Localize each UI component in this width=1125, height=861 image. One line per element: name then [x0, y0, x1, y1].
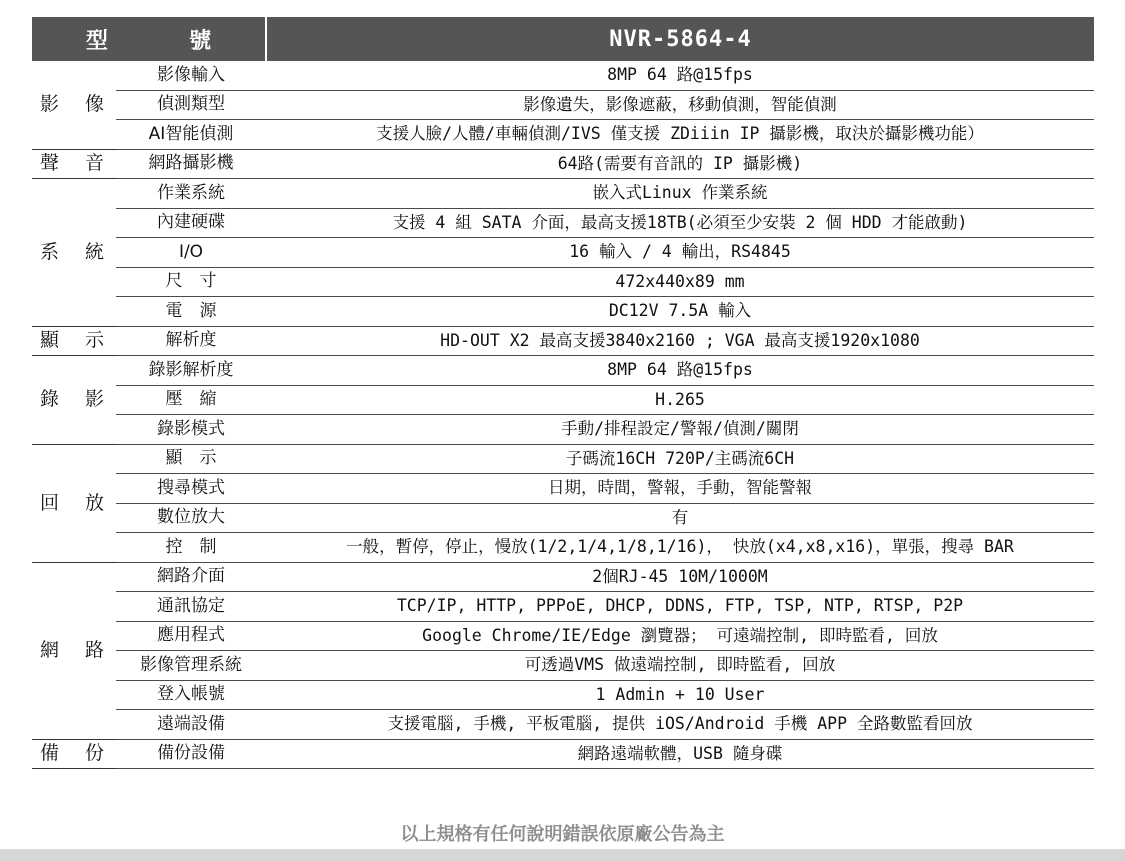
spec-label: 影像管理系統 [116, 651, 266, 681]
table-row [32, 238, 1094, 268]
category-cell: 顯 示 [32, 326, 116, 356]
table-row [32, 415, 1094, 445]
spec-value: HD-OUT X2 最高支援3840x2160 ; VGA 最高支援1920x1080 [266, 326, 1094, 356]
table-row [32, 592, 1094, 622]
spec-value: 8MP 64 路@15fps [266, 356, 1094, 386]
table-row [32, 326, 1094, 356]
table-row [32, 90, 1094, 120]
table-row [32, 680, 1094, 710]
spec-label: 壓 縮 [116, 385, 266, 415]
spec-label: I/O [116, 238, 266, 268]
spec-value: 嵌入式Linux 作業系統 [266, 179, 1094, 209]
spec-label: 錄影解析度 [116, 356, 266, 386]
spec-label: 電 源 [116, 297, 266, 327]
spec-value: 16 輸入 / 4 輸出，RS4845 [266, 238, 1094, 268]
spec-label: 作業系統 [116, 179, 266, 209]
table-row [32, 739, 1094, 769]
category-cell: 聲 音 [32, 149, 116, 179]
spec-label: 登入帳號 [116, 680, 266, 710]
spec-label: 遠端設備 [116, 710, 266, 740]
table-row [32, 533, 1094, 563]
table-row [32, 297, 1094, 327]
spec-label: 數位放大 [116, 503, 266, 533]
table-header-row [32, 17, 1094, 61]
spec-label: 影像輸入 [116, 61, 266, 90]
table-row [32, 621, 1094, 651]
spec-value: 有 [266, 503, 1094, 533]
spec-table [32, 17, 1094, 769]
spec-label: 內建硬碟 [116, 208, 266, 238]
spec-label: 網路介面 [116, 562, 266, 592]
table-row [32, 474, 1094, 504]
spec-label: 偵測類型 [116, 90, 266, 120]
spec-label: 備份設備 [116, 739, 266, 769]
bottom-band [0, 849, 1125, 861]
table-row [32, 710, 1094, 740]
spec-value: 網路遠端軟體，USB 隨身碟 [266, 739, 1094, 769]
spec-label: 網路攝影機 [116, 149, 266, 179]
spec-label: 解析度 [116, 326, 266, 356]
table-row [32, 267, 1094, 297]
category-cell: 影 像 [32, 61, 116, 149]
spec-value: 可透過VMS 做遠端控制, 即時監看, 回放 [266, 651, 1094, 681]
category-cell: 系 統 [32, 179, 116, 327]
model-name: NVR-5864-4 [266, 17, 1094, 61]
table-row [32, 149, 1094, 179]
category-cell: 錄 影 [32, 356, 116, 445]
spec-body [32, 61, 1094, 769]
spec-value: 1 Admin + 10 User [266, 680, 1094, 710]
spec-label: AI智能偵測 [116, 120, 266, 150]
spec-value: 472x440x89 mm [266, 267, 1094, 297]
category-cell: 備 份 [32, 739, 116, 769]
spec-label: 錄影模式 [116, 415, 266, 445]
spec-label: 應用程式 [116, 621, 266, 651]
spec-value: 一般，暫停，停止，慢放(1/2,1/4,1/8,1/16)， 快放(x4,x8,x16)，單張，搜尋 BAR [266, 533, 1094, 563]
spec-value: 影像遺失，影像遮蔽，移動偵測，智能偵測 [266, 90, 1094, 120]
spec-value: 日期，時間，警報，手動，智能警報 [266, 474, 1094, 504]
footer-note: 以上規格有任何說明錯誤依原廠公告為主 [400, 824, 725, 845]
spec-value: 支援 4 組 SATA 介面，最高支援18TB(必須至少安裝 2 個 HDD 才能啟動) [266, 208, 1094, 238]
spec-value: 支援電腦, 手機, 平板電腦, 提供 iOS/Android 手機 APP 全路數監看回放 [266, 710, 1094, 740]
spec-value: 手動/排程設定/警報/偵測/關閉 [266, 415, 1094, 445]
model-header-label: 型 號 [32, 17, 266, 61]
spec-value: 支援人臉/人體/車輛偵測/IVS 僅支援 ZDiiin IP 攝影機，取決於攝影機功能） [266, 120, 1094, 150]
spec-label: 搜尋模式 [116, 474, 266, 504]
table-row [32, 208, 1094, 238]
table-row [32, 179, 1094, 209]
spec-label: 通訊協定 [116, 592, 266, 622]
table-row [32, 562, 1094, 592]
spec-value: H.265 [266, 385, 1094, 415]
spec-value: TCP/IP, HTTP, PPPoE, DHCP, DDNS, FTP, TSP, NTP, RTSP, P2P [266, 592, 1094, 622]
table-row [32, 61, 1094, 90]
spec-label: 尺 寸 [116, 267, 266, 297]
table-row [32, 444, 1094, 474]
table-row [32, 120, 1094, 150]
table-row [32, 385, 1094, 415]
spec-value: 子碼流16CH 720P/主碼流6CH [266, 444, 1094, 474]
spec-value: 64路(需要有音訊的 IP 攝影機) [266, 149, 1094, 179]
spec-label: 顯 示 [116, 444, 266, 474]
spec-label: 控 制 [116, 533, 266, 563]
spec-value: 2個RJ-45 10M/1000M [266, 562, 1094, 592]
spec-value: Google Chrome/IE/Edge 瀏覽器； 可遠端控制, 即時監看, 回放 [266, 621, 1094, 651]
category-cell: 網 路 [32, 562, 116, 739]
table-row [32, 503, 1094, 533]
spec-value: DC12V 7.5A 輸入 [266, 297, 1094, 327]
table-row [32, 356, 1094, 386]
category-cell: 回 放 [32, 444, 116, 562]
table-row [32, 651, 1094, 681]
spec-value: 8MP 64 路@15fps [266, 61, 1094, 90]
